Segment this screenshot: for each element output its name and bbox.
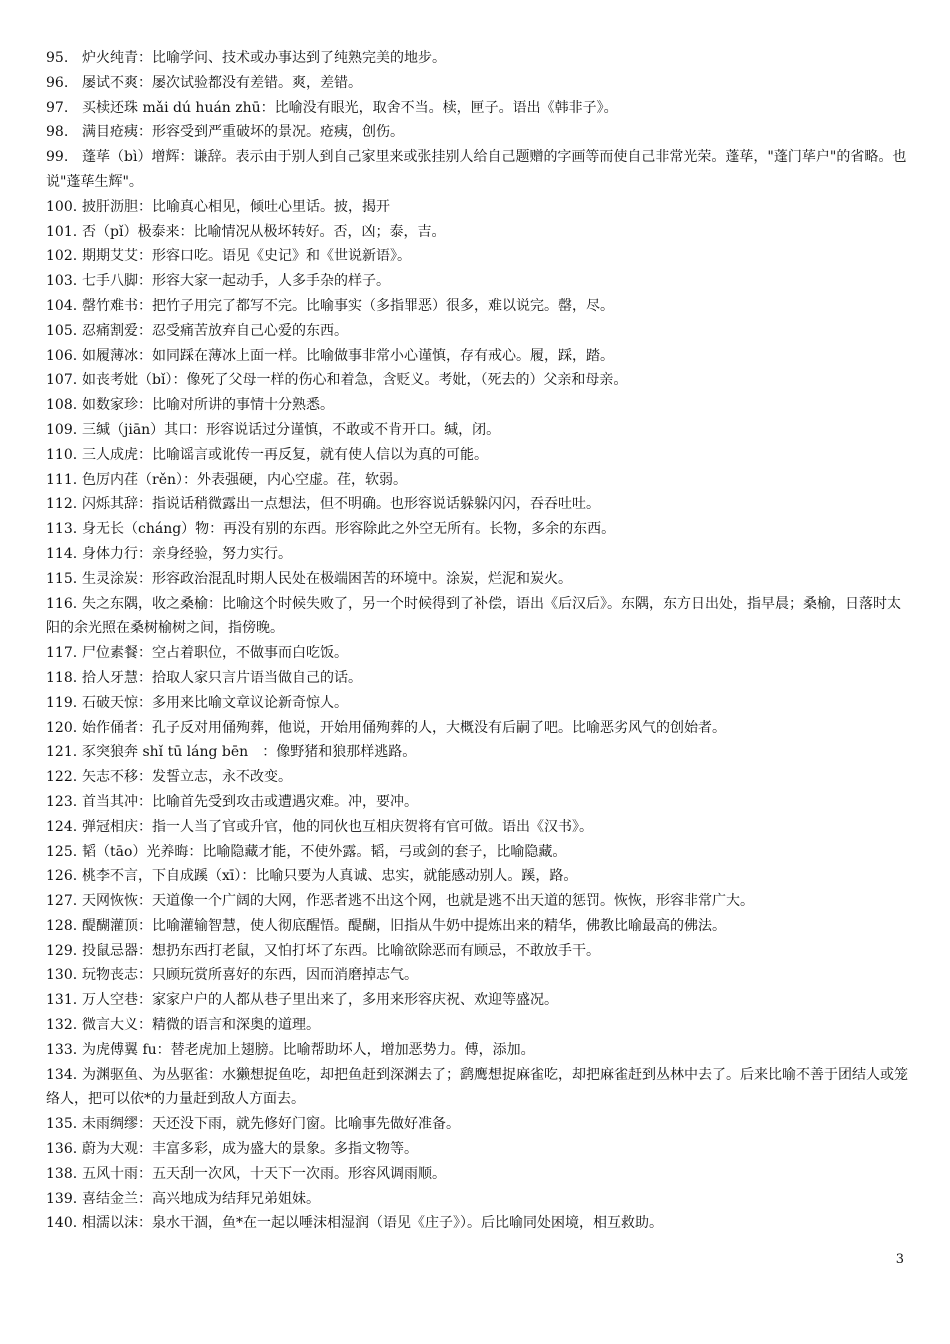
idiom-entry (46, 988, 908, 1013)
entry-number: 97. (46, 99, 69, 116)
idiom-entry (46, 517, 908, 542)
idiom-entry (46, 592, 908, 642)
idiom-entry (46, 691, 908, 716)
entry-number: 128. (46, 917, 78, 934)
idiom-entry (46, 244, 908, 269)
entry-text: 相濡以沫：泉水干涸，鱼*在一起以唾沫相湿润（语见《庄子》）。后比喻同处困境，相互救助。 (82, 1215, 663, 1232)
entry-text: 天网恢恢：天道像一个广阔的大网，作恶者逃不出这个网，也就是逃不出天道的惩罚。恢恢，形容非常广大。 (82, 893, 754, 910)
idiom-entry (46, 195, 908, 220)
idiom-entry (46, 542, 908, 567)
entry-number: 118. (46, 669, 78, 686)
entry-number: 105. (46, 322, 78, 339)
entry-text: 买椟还珠 mǎi dú huán zhū：比喻没有眼光，取舍不当。椟，匣子。语出《韩非子》。 (82, 99, 618, 116)
entry-text: 弹冠相庆：指一人当了官或升官，他的同伙也互相庆贺将有官可做。语出《汉书》。 (82, 818, 593, 835)
entry-text: 矢志不移：发誓立志，永不改变。 (82, 769, 292, 786)
entry-number: 111. (46, 471, 78, 488)
entry-number: 113. (46, 521, 78, 538)
idiom-entry (46, 120, 908, 145)
entry-number: 132. (46, 1017, 78, 1034)
idiom-entry (46, 368, 908, 393)
entry-text: 身体力行：亲身经验，努力实行。 (82, 545, 292, 562)
entry-text: 未雨绸缪：天还没下雨，就先修好门窗。比喻事先做好准备。 (82, 1116, 460, 1133)
entry-text: 七手八脚：形容大家一起动手，人多手杂的样子。 (82, 273, 390, 290)
entry-number: 134. (46, 1066, 78, 1083)
entry-number: 126. (46, 868, 78, 885)
entry-number: 100. (46, 198, 78, 215)
entry-text: 首当其冲：比喻首先受到攻击或遭遇灾难。冲，要冲。 (82, 793, 418, 810)
entry-number: 130. (46, 967, 78, 984)
entry-number: 123. (46, 793, 78, 810)
entry-number: 139. (46, 1190, 78, 1207)
entry-text: 生灵涂炭：形容政治混乱时期人民处在极端困苦的环境中。涂炭，烂泥和炭火。 (82, 570, 572, 587)
entry-number: 120. (46, 719, 78, 736)
entry-text: 为渊驱鱼、为丛驱雀：水獭想捉鱼吃，却把鱼赶到深渊去了；鹞鹰想捉麻雀吃，却把麻雀赶到丛林中去了。后来比喻不善于团结人或笼络人，把可以依*的力量赶到敌人方面去。 (46, 1066, 908, 1108)
entry-number: 95. (46, 50, 69, 66)
entry-text: 如丧考妣（bǐ）：像死了父母一样的伤心和着急，含贬义。考妣，（死去的）父亲和母亲。 (82, 372, 628, 389)
entry-text: 桃李不言，下自成蹊（xī）：比喻只要为人真诚、忠实，就能感动别人。蹊，路。 (82, 868, 578, 885)
entry-text: 蓬荜（bì）增辉：谦辞。表示由于别人到自己家里来或张挂别人给自己题赠的字画等而使自己非常光荣。蓬荜，"蓬门荜户"的省略。也说"蓬荜生辉"。 (46, 149, 907, 190)
entry-text: 如数家珍：比喻对所讲的事情十分熟悉。 (82, 397, 334, 414)
entry-text: 蔚为大观：丰富多彩，成为盛大的景象。多指文物等。 (82, 1141, 418, 1158)
entry-text: 否（pǐ）极泰来：比喻情况从极坏转好。否，凶；泰，吉。 (82, 223, 446, 240)
idiom-list (46, 46, 908, 1236)
entry-text: 身无长（cháng）物：再没有别的东西。形容除此之外空无所有。长物，多余的东西。 (82, 521, 616, 538)
entry-text: 失之东隅，收之桑榆：比喻这个时候失败了，另一个时候得到了补偿，语出《后汉后》。东隅，东方日出处，指早晨；桑榆，日落时太阳的余光照在桑树榆树之间，指傍晚。 (46, 595, 901, 637)
entry-number: 131. (46, 992, 78, 1009)
entry-number: 136. (46, 1141, 78, 1158)
entry-number: 127. (46, 893, 78, 910)
entry-text: 拾人牙慧：拾取人家只言片语当做自己的话。 (82, 669, 362, 686)
entry-number: 121. (46, 744, 78, 761)
idiom-entry (46, 492, 908, 517)
idiom-entry (46, 864, 908, 889)
entry-number: 98. (46, 124, 69, 141)
entry-text: 如履薄冰：如同踩在薄冰上面一样。比喻做事非常小心谨慎，存有戒心。履，踩，踏。 (82, 347, 614, 364)
idiom-entry (46, 790, 908, 815)
idiom-entry (46, 1187, 908, 1212)
entry-text: 三缄（jiān）其口：形容说话过分谨慎，不敢或不肯开口。缄，闭。 (82, 421, 501, 438)
entry-text: 韬（tāo）光养晦：比喻隐藏才能，不使外露。韬，弓或剑的套子，比喻隐藏。 (82, 843, 567, 860)
entry-text: 罄竹难书：把竹子用完了都写不完。比喻事实（多指罪恶）很多，难以说完。罄，尽。 (82, 297, 614, 314)
idiom-entry (46, 344, 908, 369)
entry-text: 万人空巷：家家户户的人都从巷子里出来了，多用来形容庆祝、欢迎等盛况。 (82, 992, 558, 1009)
entry-text: 披肝沥胆：比喻真心相见，倾吐心里话。披，揭开 (82, 198, 390, 215)
entry-text: 醍醐灌顶：比喻灌输智慧，使人彻底醒悟。醍醐，旧指从牛奶中提炼出来的精华，佛教比喻最高的佛法。 (82, 917, 726, 934)
idiom-entry (46, 96, 908, 121)
idiom-entry (46, 294, 908, 319)
entry-number: 106. (46, 347, 78, 364)
entry-number: 140. (46, 1215, 78, 1232)
entry-number: 129. (46, 942, 78, 959)
entry-text: 豕突狼奔 shǐ tū láng bēn ：像野猪和狼那样逃路。 (82, 744, 417, 761)
entry-text: 满目疮痍：形容受到严重破坏的景况。疮痍，创伤。 (82, 124, 404, 141)
entry-number: 103. (46, 273, 78, 290)
entry-number: 116. (46, 595, 78, 612)
entry-text: 投鼠忌器：想扔东西打老鼠，又怕打坏了东西。比喻欲除恶而有顾忌，不敢放手干。 (82, 942, 600, 959)
idiom-entry (46, 418, 908, 443)
idiom-entry (46, 46, 908, 71)
idiom-entry (46, 220, 908, 245)
idiom-entry (46, 1211, 908, 1236)
entry-text: 忍痛割爱：忍受痛苦放弃自己心爱的东西。 (82, 322, 348, 339)
entry-number: 110. (46, 446, 78, 463)
idiom-entry (46, 914, 908, 939)
entry-text: 始作俑者：孔子反对用俑殉葬，他说，开始用俑殉葬的人，大概没有后嗣了吧。比喻恶劣风气的创始者。 (82, 719, 726, 736)
idiom-entry (46, 567, 908, 592)
entry-number: 135. (46, 1116, 78, 1133)
entry-text: 五风十雨：五天刮一次风，十天下一次雨。形容风调雨顺。 (82, 1165, 446, 1182)
idiom-entry (46, 939, 908, 964)
entry-text: 炉火纯青：比喻学问、技术或办事达到了纯熟完美的地步。 (82, 50, 446, 66)
entry-text: 玩物丧志：只顾玩赏所喜好的东西，因而消磨掉志气。 (82, 967, 418, 984)
idiom-entry (46, 468, 908, 493)
entry-text: 屡试不爽：屡次试验都没有差错。爽，差错。 (82, 74, 362, 91)
idiom-entry (46, 1038, 908, 1063)
idiom-entry (46, 889, 908, 914)
entry-text: 尸位素餐：空占着职位，不做事而白吃饭。 (82, 645, 348, 662)
entry-number: 115. (46, 570, 78, 587)
idiom-entry (46, 443, 908, 468)
entry-number: 108. (46, 397, 78, 414)
entry-number: 104. (46, 297, 78, 314)
idiom-entry (46, 393, 908, 418)
entry-number: 107. (46, 372, 78, 389)
idiom-entry (46, 1162, 908, 1187)
idiom-entry (46, 815, 908, 840)
idiom-entry (46, 1063, 908, 1113)
entry-text: 色厉内荏（rěn）：外表强硬，内心空虚。荏，软弱。 (82, 471, 407, 488)
entry-number: 125. (46, 843, 78, 860)
idiom-entry (46, 765, 908, 790)
entry-number: 133. (46, 1041, 78, 1058)
entry-number: 122. (46, 769, 78, 786)
entry-number: 101. (46, 223, 78, 240)
entry-number: 138. (46, 1165, 78, 1182)
idiom-entry (46, 1137, 908, 1162)
idiom-entry (46, 1112, 908, 1137)
entry-number: 102. (46, 248, 78, 265)
entry-text: 为虎傅翼 fu：替老虎加上翅膀。比喻帮助坏人，增加恶势力。傅，添加。 (82, 1041, 535, 1058)
idiom-entry (46, 840, 908, 865)
idiom-entry (46, 319, 908, 344)
idiom-entry (46, 740, 908, 765)
idiom-entry (46, 963, 908, 988)
idiom-entry (46, 666, 908, 691)
entry-number: 117. (46, 645, 78, 662)
idiom-entry (46, 1013, 908, 1038)
idiom-entry (46, 71, 908, 96)
entry-number: 124. (46, 818, 78, 835)
idiom-entry (46, 145, 908, 195)
entry-text: 期期艾艾：形容口吃。语见《史记》和《世说新语》。 (82, 248, 411, 265)
idiom-entry (46, 269, 908, 294)
entry-text: 闪烁其辞：指说话稍微露出一点想法，但不明确。也形容说话躲躲闪闪，吞吞吐吐。 (82, 496, 600, 513)
entry-text: 石破天惊：多用来比喻文章议论新奇惊人。 (82, 694, 348, 711)
entry-number: 114. (46, 545, 78, 562)
entry-text: 喜结金兰：高兴地成为结拜兄弟姐妹。 (82, 1190, 320, 1207)
entry-text: 三人成虎：比喻谣言或讹传一再反复，就有使人信以为真的可能。 (82, 446, 488, 463)
page-number: 3 (895, 1252, 904, 1267)
entry-number: 99. (46, 149, 69, 166)
entry-number: 109. (46, 421, 78, 438)
idiom-entry (46, 716, 908, 741)
entry-number: 112. (46, 496, 78, 513)
entry-number: 96. (46, 74, 69, 91)
idiom-entry (46, 641, 908, 666)
entry-text: 微言大义：精微的语言和深奥的道理。 (82, 1017, 320, 1034)
entry-number: 119. (46, 694, 78, 711)
